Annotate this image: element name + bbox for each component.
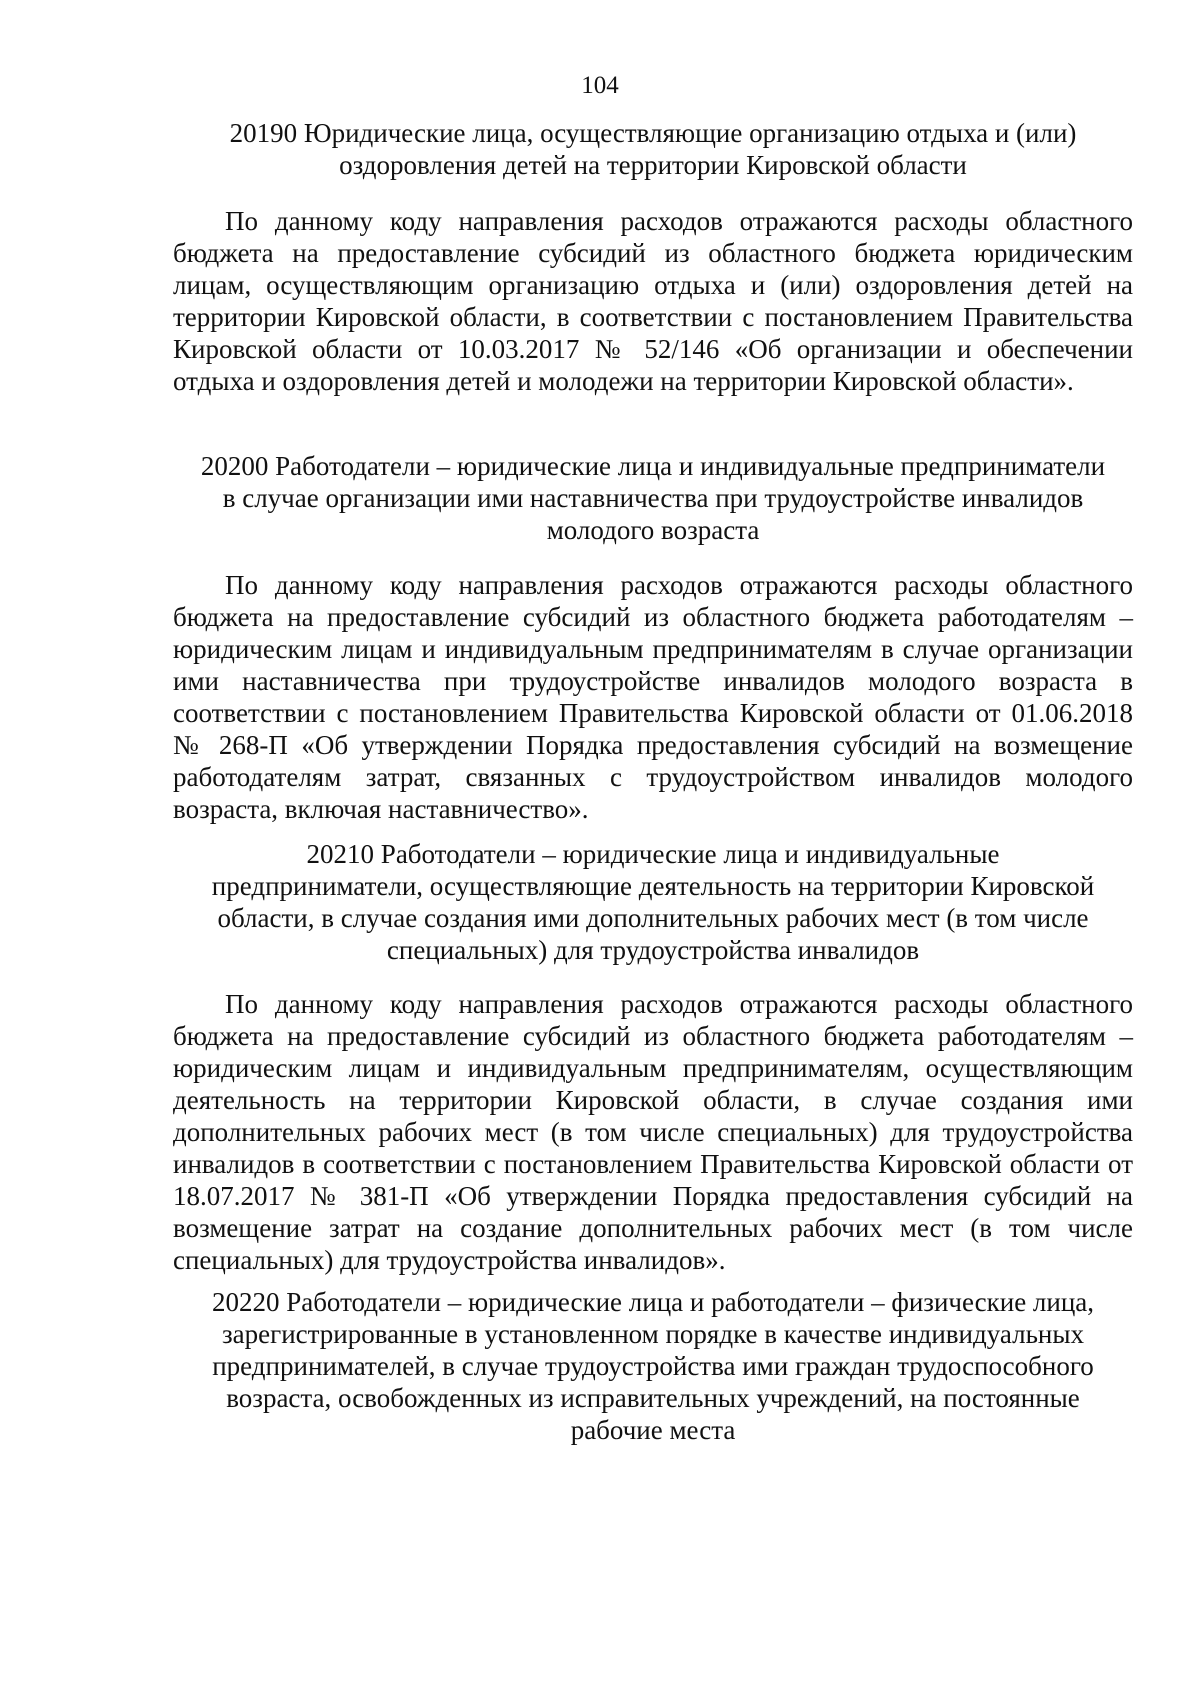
- heading-line: области, в случае создания ими дополнительных рабочих мест (в том числе: [217, 903, 1089, 933]
- section-20210: [173, 838, 1133, 966]
- heading-line: предприниматели, осуществляющие деятельность на территории Кировской: [211, 871, 1095, 901]
- section-heading: [173, 1286, 1133, 1446]
- section-20220: [173, 1286, 1133, 1446]
- section-paragraph: По данному коду направления расходов отражаются расходы областного бюджета на предоставление субсидий из областного бюджета юридическим лицам, осуществляющим организацию отдыха и (или) оздоровления детей на территории Кировской области, в соответствии с постановлением Правительства Кировской области от 10.03.2017 № 52/146 «Об организации и обеспечении отдыха и оздоровления детей и молодежи на территории Кировской области».: [173, 206, 1133, 396]
- section-paragraph: По данному коду направления расходов отражаются расходы областного бюджета на предоставление субсидий из областного бюджета работодателям – юридическим лицам и индивидуальным предпринимателям в случае организации ими наставничества при трудоустройстве инвалидов молодого возраста в соответствии с постановлением Правительства Кировской области от 01.06.2018 № 268-П «Об утверждении Порядка предоставления субсидий на возмещение работодателям затрат, связанных с трудоустройством инвалидов молодого возраста, включая наставничество».: [173, 570, 1133, 824]
- page-number: 104: [581, 72, 619, 99]
- heading-line: возраста, освобожденных из исправительных учреждений, на постоянные: [226, 1383, 1080, 1413]
- heading-line: 20190 Юридические лица, осуществляющие организацию отдыха и (или): [229, 118, 1077, 148]
- section-20190: [173, 117, 1133, 181]
- section-heading: [173, 838, 1133, 966]
- heading-line: 20220 Работодатели – юридические лица и работодатели – физические лица,: [211, 1287, 1095, 1317]
- heading-line: зарегистрированные в установленном порядке в качестве индивидуальных: [222, 1319, 1084, 1349]
- heading-line: оздоровления детей на территории Кировской области: [339, 150, 967, 180]
- section-paragraph: По данному коду направления расходов отражаются расходы областного бюджета на предоставление субсидий из областного бюджета работодателям – юридическим лицам и индивидуальным предпринимателям, осуществляющим деятельность на территории Кировской области, в случае создания ими дополнительных рабочих мест (в том числе специальных) для трудоустройства инвалидов в соответствии с постановлением Правительства Кировской области от 18.07.2017 № 381-П «Об утверждении Порядка предоставления субсидий на возмещение затрат на создание дополнительных рабочих мест (в том числе специальных) для трудоустройства инвалидов».: [173, 989, 1133, 1275]
- heading-line: специальных) для трудоустройства инвалидов: [386, 935, 920, 965]
- section-20200-body: [173, 569, 1133, 825]
- heading-line: в случае организации ими наставничества при трудоустройстве инвалидов: [222, 483, 1084, 513]
- section-20200: [173, 450, 1133, 546]
- heading-line: 20210 Работодатели – юридические лица и индивидуальные: [306, 839, 1000, 869]
- heading-line: рабочие места: [570, 1415, 736, 1445]
- section-heading: [173, 117, 1133, 181]
- heading-line: предпринимателей, в случае трудоустройства ими граждан трудоспособного: [212, 1351, 1094, 1381]
- heading-line: молодого возраста: [546, 515, 760, 545]
- heading-line: 20200 Работодатели – юридические лица и индивидуальные предприниматели: [200, 451, 1106, 481]
- section-heading: [173, 450, 1133, 546]
- section-20190-body: [173, 205, 1133, 397]
- section-20210-body: [173, 988, 1133, 1276]
